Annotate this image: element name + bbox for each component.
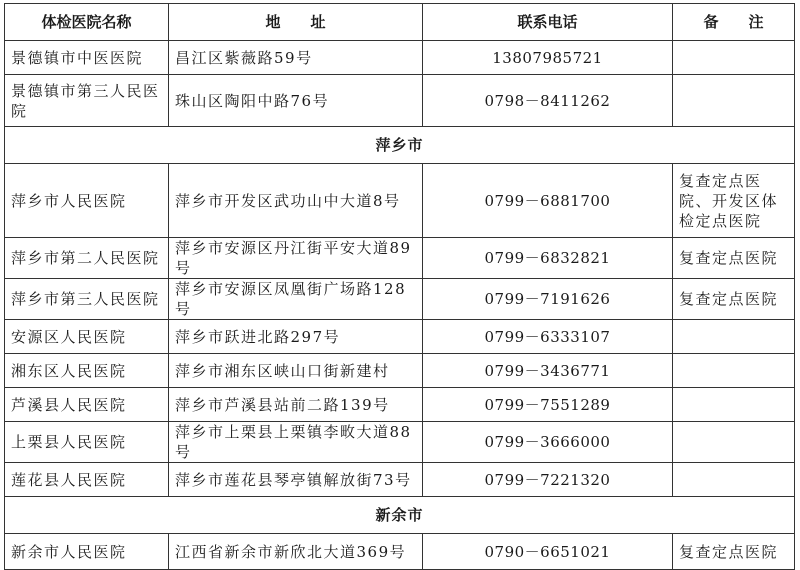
address-cell: 萍乡市安源区丹江街平安大道89号 [169,238,423,279]
header-phone: 联系电话 [423,4,673,41]
table-row [5,534,795,570]
phone-cell: 0798－8411262 [423,75,673,127]
table-row [5,354,795,388]
hospital-table-page [4,3,794,570]
phone-cell: 0799－7191626 [423,279,673,320]
hospital-name-cell: 萍乡市人民医院 [5,164,169,238]
note-cell [673,463,795,497]
address-cell: 江西省新余市新欣北大道369号 [169,534,423,570]
hospital-name-cell: 景德镇市第三人民医院 [5,75,169,127]
note-cell: 复查定点医院 [673,238,795,279]
note-cell [673,41,795,75]
address-cell: 萍乡市湘东区峡山口街新建村 [169,354,423,388]
phone-cell: 0799－3436771 [423,354,673,388]
hospital-name-cell: 湘东区人民医院 [5,354,169,388]
address-cell: 萍乡市开发区武功山中大道8号 [169,164,423,238]
table-row [5,320,795,354]
header-note: 备 注 [673,4,795,41]
phone-cell: 0799－6832821 [423,238,673,279]
note-cell: 复查定点医院 [673,279,795,320]
note-cell [673,388,795,422]
phone-cell: 0799－7551289 [423,388,673,422]
note-cell [673,422,795,463]
table-row [5,238,795,279]
phone-cell: 0799－6333107 [423,320,673,354]
table-row [5,41,795,75]
phone-cell: 0799－7221320 [423,463,673,497]
address-cell: 萍乡市芦溪县站前二路139号 [169,388,423,422]
address-cell: 萍乡市上栗县上栗镇李畋大道88号 [169,422,423,463]
address-cell: 珠山区陶阳中路76号 [169,75,423,127]
note-cell [673,75,795,127]
hospital-name-cell: 上栗县人民医院 [5,422,169,463]
phone-cell: 0790－6651021 [423,534,673,570]
address-cell: 萍乡市跃进北路297号 [169,320,423,354]
hospital-name-cell: 萍乡市第二人民医院 [5,238,169,279]
address-cell: 萍乡市莲花县琴亭镇解放街73号 [169,463,423,497]
hospital-name-cell: 新余市人民医院 [5,534,169,570]
note-cell: 复查定点医院 [673,534,795,570]
hospital-name-cell: 安源区人民医院 [5,320,169,354]
address-cell: 萍乡市安源区凤凰街广场路128号 [169,279,423,320]
note-cell [673,320,795,354]
hospital-name-cell: 萍乡市第三人民医院 [5,279,169,320]
section-row [5,127,795,164]
header-row [5,4,795,41]
phone-cell: 13807985721 [423,41,673,75]
note-cell: 复查定点医院、开发区体检定点医院 [673,164,795,238]
table-row [5,164,795,238]
table-row [5,75,795,127]
hospital-name-cell: 景德镇市中医医院 [5,41,169,75]
table-row [5,279,795,320]
table-row [5,463,795,497]
hospital-name-cell: 莲花县人民医院 [5,463,169,497]
table-row [5,422,795,463]
section-row [5,497,795,534]
phone-cell: 0799－6881700 [423,164,673,238]
header-hospital-name: 体检医院名称 [5,4,169,41]
table-row [5,388,795,422]
address-cell: 昌江区紫薇路59号 [169,41,423,75]
section-title: 新余市 [5,497,795,534]
phone-cell: 0799－3666000 [423,422,673,463]
hospital-table [4,3,795,570]
note-cell [673,354,795,388]
header-address: 地 址 [169,4,423,41]
hospital-name-cell: 芦溪县人民医院 [5,388,169,422]
section-title: 萍乡市 [5,127,795,164]
